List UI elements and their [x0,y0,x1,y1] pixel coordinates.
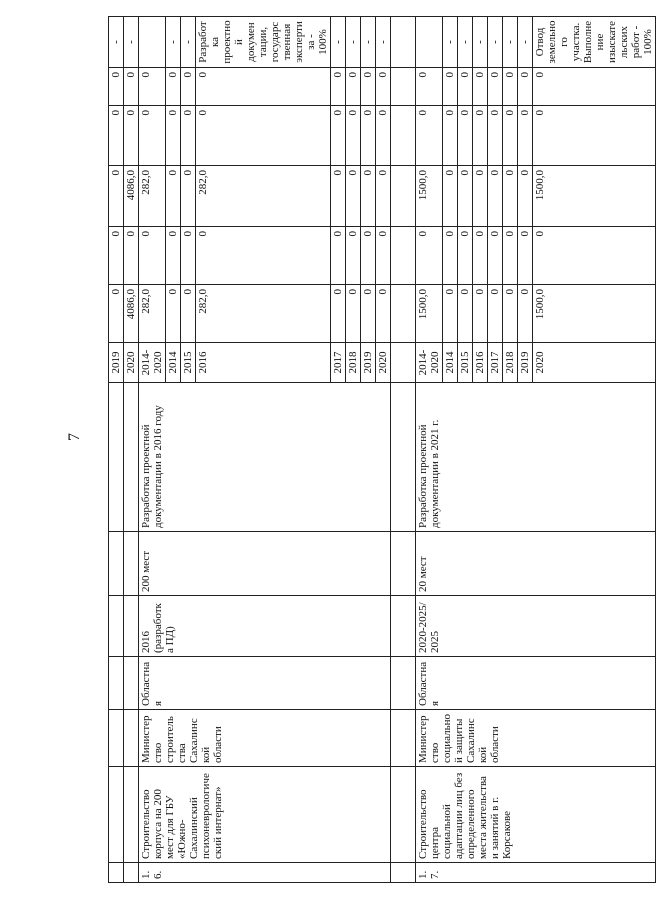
total-cell: 0 [518,285,533,343]
federal-cell: 0 [139,227,166,285]
year-cell: 2015 [181,343,196,383]
total-cell: 0 [488,285,503,343]
empty-cell [391,68,416,106]
year-cell: 2017 [331,343,346,383]
item-capacity: 200 мест [139,532,391,596]
total-cell: 0 [346,285,361,343]
regional-cell: 0 [331,166,346,227]
year-cell: 2015 [458,343,473,383]
indicator-cell: - [346,17,361,68]
municipal-cell: 0 [416,106,443,166]
municipal-cell: 0 [139,106,166,166]
municipal-cell: 0 [346,106,361,166]
year-cell: 2019 [109,343,124,383]
regional-cell: 0 [109,166,124,227]
regional-cell: 0 [376,166,391,227]
table-row [416,17,443,883]
regional-cell: 0 [458,166,473,227]
municipal-cell: 0 [518,106,533,166]
other-cell: 0 [533,68,656,106]
indicator-cell: Отвод земельного участка. Выполнение изыскательских работ - 100% [533,17,656,68]
total-cell: 0 [473,285,488,343]
regional-cell: 0 [503,166,518,227]
empty-cell [391,17,416,68]
year-cell: 2014-2020 [139,343,166,383]
municipal-cell: 0 [533,106,656,166]
regional-cell: 0 [473,166,488,227]
municipal-cell: 0 [488,106,503,166]
regional-cell: 0 [443,166,458,227]
federal-cell: 0 [503,227,518,285]
federal-cell: 0 [124,227,139,285]
federal-cell: 0 [533,227,656,285]
total-cell: 0 [166,285,181,343]
other-cell: 0 [346,68,361,106]
empty-cell [109,383,124,532]
indicator-cell: - [331,17,346,68]
total-cell: 0 [443,285,458,343]
empty-cell [391,227,416,285]
indicator-cell: - [473,17,488,68]
empty-cell [124,657,139,710]
item-executor: Министерство социальной защиты Сахалинской области [416,710,656,767]
indicator-cell [416,17,443,68]
table-row [109,17,124,883]
empty-cell [391,343,416,383]
other-cell: 0 [458,68,473,106]
indicator-cell: - [181,17,196,68]
indicator-cell: - [443,17,458,68]
empty-cell [124,863,139,883]
empty-cell [109,863,124,883]
empty-cell [391,166,416,227]
other-cell: 0 [488,68,503,106]
table-row [124,17,139,883]
municipal-cell: 0 [166,106,181,166]
item-budget: Областная [416,657,656,710]
other-cell: 0 [443,68,458,106]
other-cell: 0 [139,68,166,106]
total-cell: 0 [376,285,391,343]
regional-cell: 0 [361,166,376,227]
year-cell: 2020 [533,343,656,383]
regional-cell: 0 [166,166,181,227]
item-result: Разработка проектной документации в 2016 году [139,383,391,532]
empty-cell [391,767,416,863]
federal-cell: 0 [331,227,346,285]
municipal-cell: 0 [181,106,196,166]
total-cell: 4086,0 [124,285,139,343]
total-cell: 0 [458,285,473,343]
municipal-cell: 0 [109,106,124,166]
regional-cell: 1500,0 [533,166,656,227]
empty-cell [391,596,416,657]
municipal-cell: 0 [473,106,488,166]
empty-cell [109,657,124,710]
table-row-blank [391,17,416,883]
municipal-cell: 0 [443,106,458,166]
other-cell: 0 [331,68,346,106]
total-cell: 0 [331,285,346,343]
federal-cell: 0 [416,227,443,285]
year-cell: 2018 [346,343,361,383]
empty-cell [109,710,124,767]
other-cell: 0 [124,68,139,106]
federal-cell: 0 [443,227,458,285]
item-number: 1.6. [139,863,391,883]
indicator-cell: - [109,17,124,68]
item-period: 2020-2025/ 2025 [416,596,656,657]
federal-cell: 0 [458,227,473,285]
regional-cell: 282,0 [196,166,331,227]
year-cell: 2014 [166,343,181,383]
empty-cell [391,106,416,166]
federal-cell: 0 [346,227,361,285]
other-cell: 0 [166,68,181,106]
regional-cell: 0 [346,166,361,227]
other-cell: 0 [376,68,391,106]
regional-cell: 0 [488,166,503,227]
other-cell: 0 [416,68,443,106]
municipal-cell: 0 [376,106,391,166]
total-cell: 0 [361,285,376,343]
municipal-cell: 0 [458,106,473,166]
table-body [109,17,656,883]
empty-cell [124,710,139,767]
municipal-cell: 0 [503,106,518,166]
item-budget: Областная [139,657,391,710]
empty-cell [391,532,416,596]
empty-cell [124,532,139,596]
year-cell: 2018 [503,343,518,383]
item-name: Строительство центра социальной адаптации лиц без определенного места жительства и занятий в г. Корсакове [416,767,656,863]
item-name: Строительство корпуса на 200 мест для ГБУ «Южно-Сахалинский психоневрологический интернат» [139,767,391,863]
other-cell: 0 [109,68,124,106]
other-cell: 0 [181,68,196,106]
empty-cell [391,383,416,532]
total-cell: 0 [109,285,124,343]
item-result: Разработка проектной документации в 2021 г. [416,383,656,532]
federal-cell: 0 [109,227,124,285]
year-cell: 2014-2020 [416,343,443,383]
regional-cell: 4086,0 [124,166,139,227]
other-cell: 0 [361,68,376,106]
other-cell: 0 [196,68,331,106]
federal-cell: 0 [473,227,488,285]
total-cell: 1500,0 [416,285,443,343]
empty-cell [109,767,124,863]
indicator-cell: - [166,17,181,68]
other-cell: 0 [473,68,488,106]
table-row [139,17,166,883]
federal-cell: 0 [196,227,331,285]
other-cell: 0 [518,68,533,106]
total-cell: 1500,0 [533,285,656,343]
municipal-cell: 0 [361,106,376,166]
empty-cell [124,767,139,863]
regional-cell: 282,0 [139,166,166,227]
item-executor: Министерство строительства Сахалинской области [139,710,391,767]
indicator-cell: - [488,17,503,68]
item-capacity: 20 мест [416,532,656,596]
regional-cell: 0 [181,166,196,227]
rotated-table-wrapper [108,17,654,883]
total-cell: 282,0 [196,285,331,343]
federal-cell: 0 [376,227,391,285]
year-cell: 2017 [488,343,503,383]
federal-cell: 0 [181,227,196,285]
year-cell: 2016 [473,343,488,383]
total-cell: 0 [181,285,196,343]
empty-cell [391,863,416,883]
federal-cell: 0 [518,227,533,285]
indicator-cell: Разработка проектной документации, государственная экспертиза - 100% [196,17,331,68]
empty-cell [124,596,139,657]
municipal-cell: 0 [331,106,346,166]
year-cell: 2019 [518,343,533,383]
year-cell: 2019 [361,343,376,383]
municipal-cell: 0 [124,106,139,166]
total-cell: 282,0 [139,285,166,343]
page-number: 7 [66,433,83,441]
item-number: 1.7. [416,863,656,883]
regional-cell: 0 [518,166,533,227]
indicator-cell: - [458,17,473,68]
item-period: 2016 (разработка ПД) [139,596,391,657]
empty-cell [391,710,416,767]
federal-cell: 0 [361,227,376,285]
indicator-cell: - [518,17,533,68]
federal-cell: 0 [488,227,503,285]
empty-cell [124,383,139,532]
municipal-cell: 0 [196,106,331,166]
indicator-cell [139,17,166,68]
other-cell: 0 [503,68,518,106]
empty-cell [391,285,416,343]
year-cell: 2020 [124,343,139,383]
empty-cell [109,596,124,657]
indicator-cell: - [124,17,139,68]
indicator-cell: - [376,17,391,68]
empty-cell [391,657,416,710]
total-cell: 0 [503,285,518,343]
indicator-cell: - [361,17,376,68]
empty-cell [109,532,124,596]
federal-cell: 0 [166,227,181,285]
year-cell: 2016 [196,343,331,383]
year-cell: 2014 [443,343,458,383]
indicator-cell: - [503,17,518,68]
program-table [108,16,656,883]
year-cell: 2020 [376,343,391,383]
regional-cell: 1500,0 [416,166,443,227]
